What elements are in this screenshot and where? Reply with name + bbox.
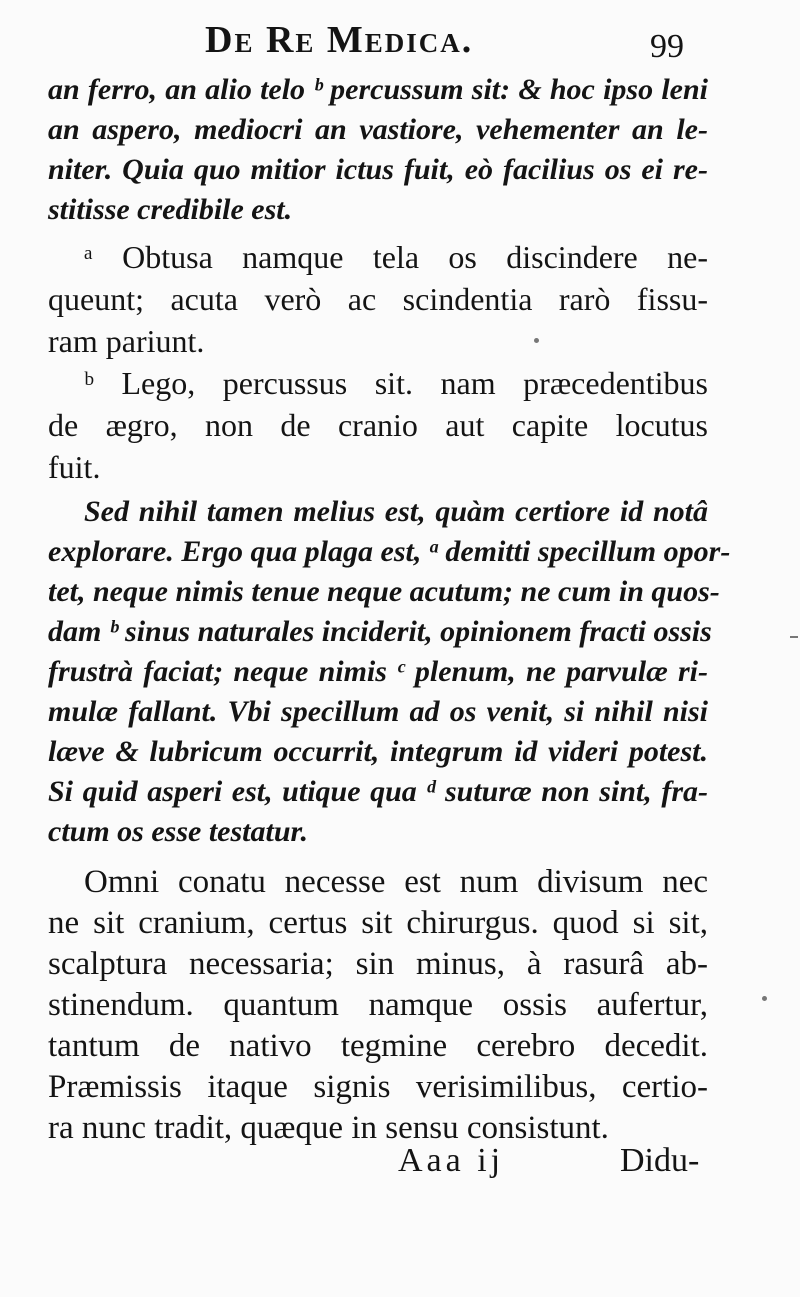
text-line: ne sit cranium, certus sit chirurgus. quod si sit, — [48, 905, 708, 941]
note-b — [48, 362, 708, 488]
text-line: Omni conatu necesse est num divisum nec — [84, 864, 708, 900]
paragraph-1 — [48, 70, 708, 230]
page-header — [0, 14, 800, 64]
text-line: tantum de nativo tegmine cerebro decedit. — [48, 1028, 708, 1064]
page-footer — [0, 1142, 800, 1192]
text-line: ᵃ Obtusa namque tela os discindere ne- — [84, 239, 708, 275]
text-line: Si quid asperi est, utique qua ᵈ suturæ non sint, fra- — [48, 775, 708, 808]
text-line: an aspero, mediocri an vastiore, vehementer an le- — [48, 113, 708, 146]
note-a — [48, 236, 708, 362]
text-line: mulæ fallant. Vbi specillum ad os venit, si nihil nisi — [48, 695, 708, 728]
text-line: queunt; acuta verò ac scindentia rarò fissu- — [48, 281, 708, 317]
ink-speck — [762, 996, 767, 1001]
running-title: De Re Medica. — [205, 19, 474, 61]
text-line: stinendum. quantum namque ossis aufertur, — [48, 987, 708, 1023]
text-line: ra nunc tradit, quæque in sensu consistunt. — [48, 1110, 609, 1146]
page-number: 99 — [650, 28, 684, 65]
catchword: Didu- — [620, 1142, 700, 1179]
text-line: fuit. — [48, 449, 101, 485]
ink-speck — [790, 636, 798, 638]
text-line: dam ᵇ sinus naturales inciderit, opinionem fracti ossis — [48, 615, 712, 648]
text-line: scalptura necessaria; sin minus, à rasurâ ab- — [48, 946, 708, 982]
text-line: ᵇ Lego, percussus sit. nam præcedentibus — [84, 365, 708, 401]
text-line: an ferro, an alio telo ᵇ percussum sit: & hoc ipso leni — [48, 73, 708, 106]
paragraph-3 — [48, 862, 708, 1149]
text-line: tet, neque nimis tenue neque acutum; ne cum in quos- — [48, 575, 720, 608]
text-line: explorare. Ergo qua plaga est, ᵃ demitti specillum opor- — [48, 535, 731, 568]
ink-speck — [534, 338, 539, 343]
text-line: ctum os esse testatur. — [48, 815, 309, 848]
text-line: Præmissis itaque signis verisimilibus, certio- — [48, 1069, 708, 1105]
text-line: niter. Quia quo mitior ictus fuit, eò facilius os ei re- — [48, 153, 708, 186]
body-text — [48, 70, 731, 1149]
signature-mark: Aaa ij — [398, 1142, 505, 1179]
text-line: frustrà faciat; neque nimis ᶜ plenum, ne parvulæ ri- — [48, 655, 708, 688]
text-line: stitisse credibile est. — [48, 193, 293, 226]
text-line: Sed nihil tamen melius est, quàm certiore id notâ — [84, 495, 708, 528]
text-line: læve & lubricum occurrit, integrum id videri potest. — [48, 735, 708, 768]
text-line: de ægro, non de cranio aut capite locutus — [48, 407, 708, 443]
paragraph-2 — [48, 492, 731, 852]
text-line: ram pariunt. — [48, 323, 205, 359]
